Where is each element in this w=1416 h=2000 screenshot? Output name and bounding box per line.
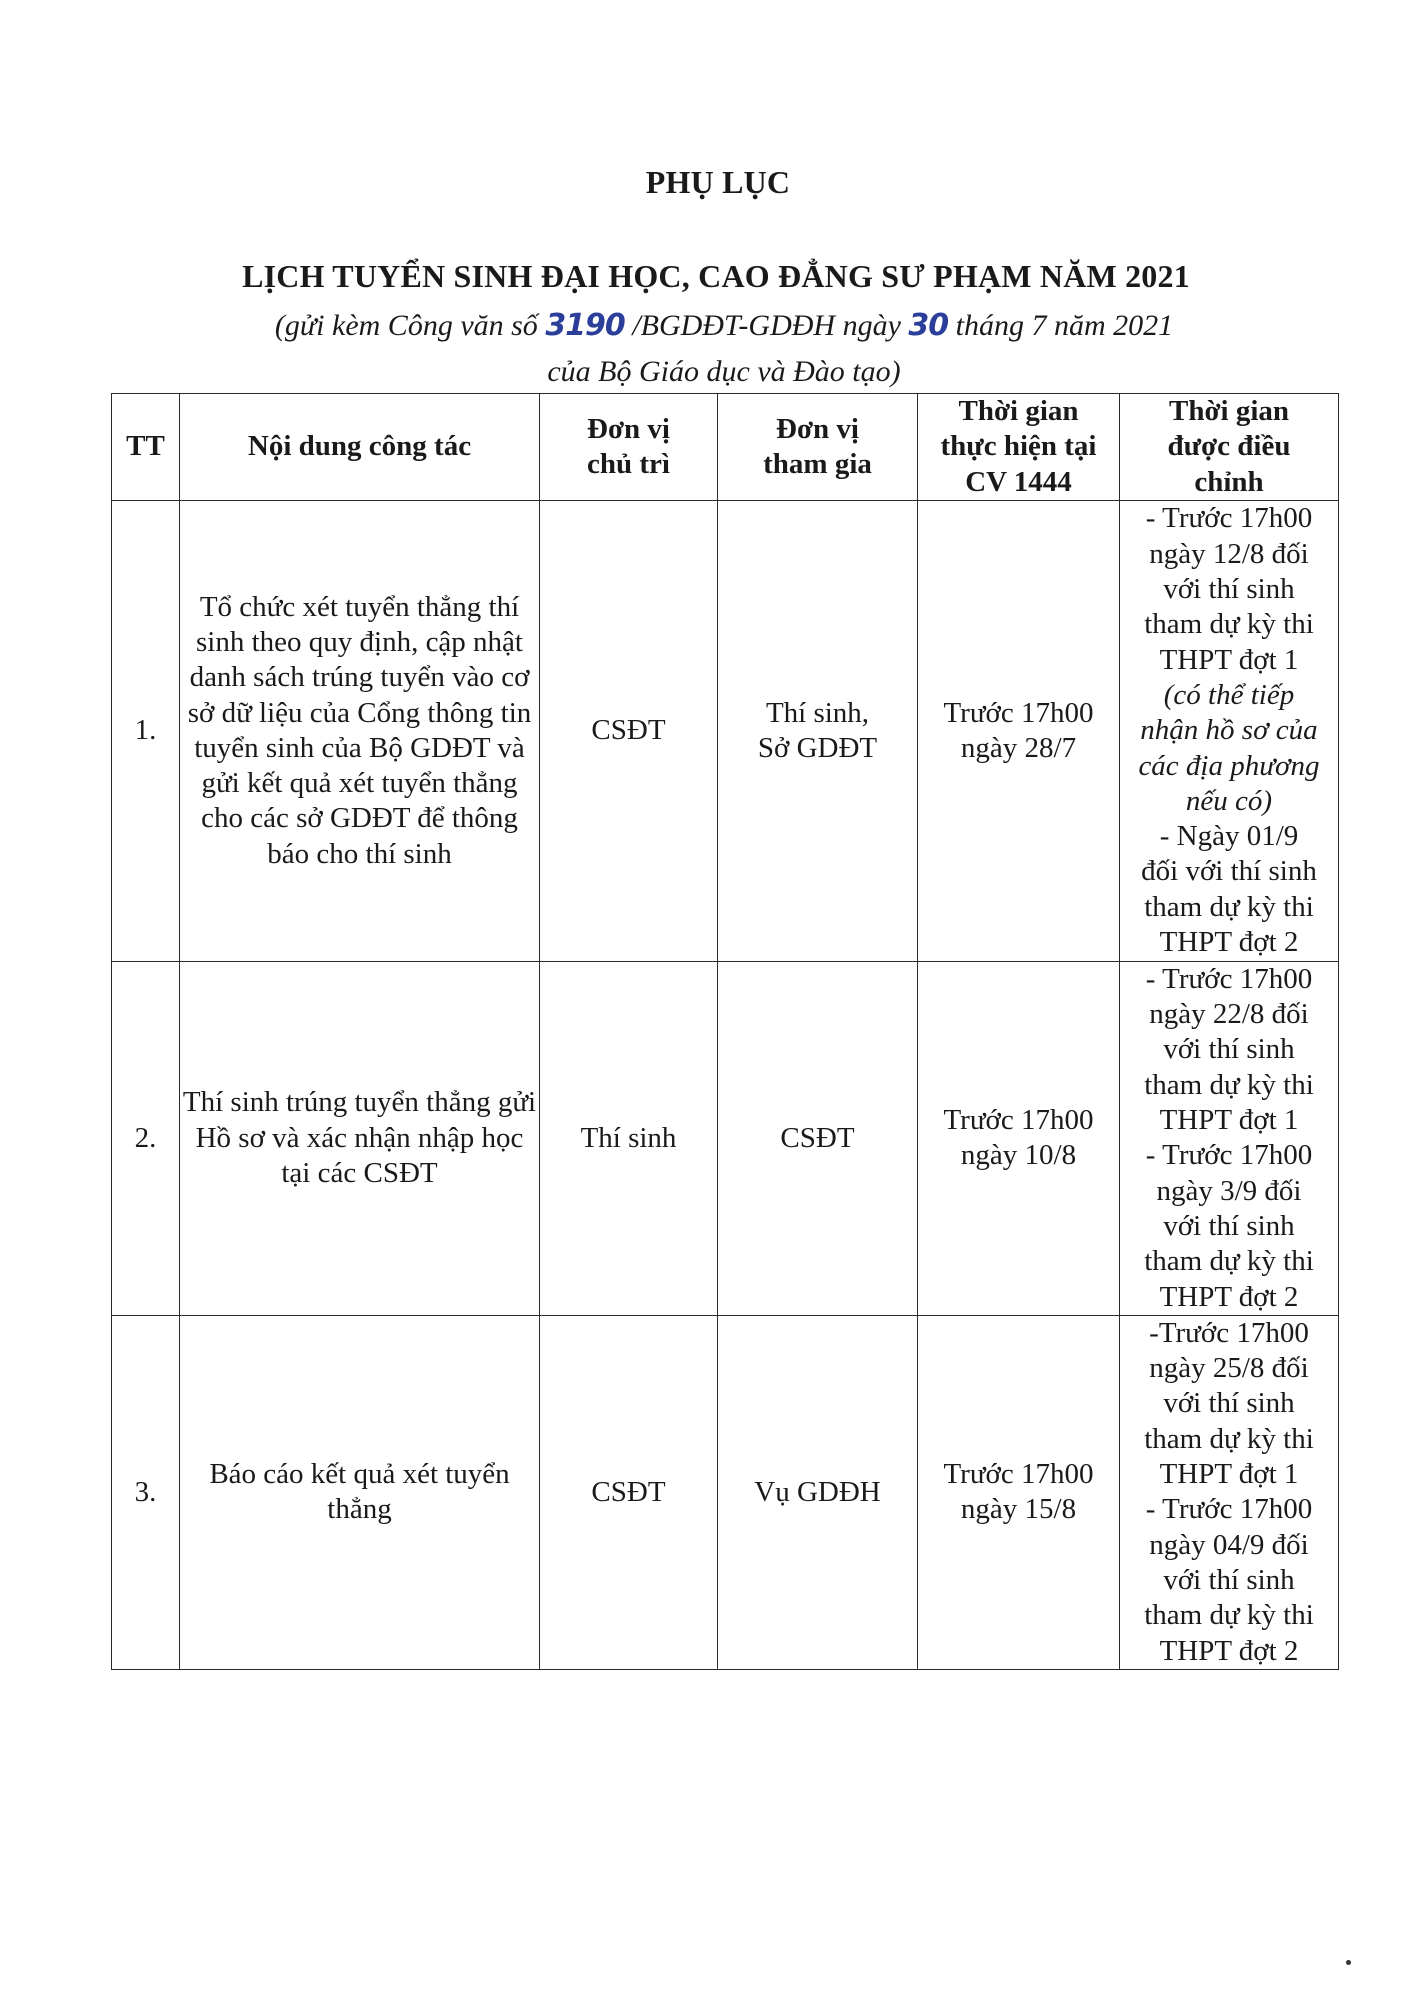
row-participant-line-1: Vụ GDĐH [754, 1475, 881, 1508]
adjusted-line: ngày 22/8 đối [1149, 998, 1309, 1031]
row-adjusted-time [1120, 1315, 1339, 1669]
row-number: 3. [112, 1315, 180, 1669]
row-cv-time-line-2: ngày 28/7 [960, 731, 1077, 764]
row-cv-time [918, 961, 1120, 1315]
table-header-row [112, 394, 1339, 501]
adjusted-line: tham dự kỳ thi [1144, 1422, 1314, 1455]
scan-speck [1346, 1960, 1351, 1965]
adjusted-line: - Ngày 01/9 [1159, 820, 1299, 853]
schedule-table [111, 393, 1339, 1670]
adjusted-line: tham dự kỳ thi [1144, 890, 1314, 923]
adjusted-line: đối với thí sinh [1141, 855, 1317, 888]
row-host: CSĐT [540, 1315, 718, 1669]
row-content: Báo cáo kết quả xét tuyển thẳng [180, 1315, 540, 1669]
handwritten-doc-number: 3190 [545, 308, 625, 343]
row-adjusted-time [1120, 961, 1339, 1315]
adjusted-line: với thí sinh [1163, 1033, 1295, 1066]
adjusted-line: với thí sinh [1163, 1387, 1295, 1420]
adjusted-line: THPT đợt 2 [1159, 926, 1299, 959]
adjusted-line: - Trước 17h00 [1145, 962, 1313, 995]
subtitle-part-1: (gửi kèm Công văn số [274, 309, 538, 342]
adjusted-line: - Trước 17h00 [1145, 502, 1313, 535]
row-participant [718, 961, 918, 1315]
adjusted-line: THPT đợt 1 [1159, 643, 1299, 676]
header-participant-unit [718, 394, 918, 501]
adjusted-line: tham dự kỳ thi [1144, 1068, 1314, 1101]
header-participant-line-2: tham gia [763, 447, 872, 480]
adjusted-line: THPT đợt 2 [1159, 1280, 1299, 1313]
adjusted-line: ngày 25/8 đối [1149, 1352, 1309, 1385]
header-cv-time-line-1: Thời gian [958, 395, 1079, 427]
row-participant [718, 500, 918, 961]
adjusted-line: với thí sinh [1163, 573, 1295, 606]
row-participant-line-1: CSĐT [780, 1121, 855, 1154]
header-cv-time-line-3: CV 1444 [965, 465, 1072, 498]
subtitle-line-1 [16, 308, 1416, 343]
handwritten-day: 30 [908, 308, 949, 343]
row-number: 2. [112, 961, 180, 1315]
row-cv-time [918, 500, 1120, 961]
adjusted-line: THPT đợt 1 [1159, 1104, 1299, 1137]
adjusted-line: tham dự kỳ thi [1144, 608, 1314, 641]
main-title: LỊCH TUYỂN SINH ĐẠI HỌC, CAO ĐẲNG SƯ PHẠM NĂM 2021 [242, 258, 1190, 294]
adjusted-line: ngày 12/8 đối [1149, 537, 1309, 570]
adjusted-line-note: nhận hồ sơ của [1140, 714, 1318, 747]
subtitle-part-2: /BGDĐT-GDĐH ngày [632, 309, 901, 342]
row-number: 1. [112, 500, 180, 961]
row-content: Thí sinh trúng tuyển thẳng gửi Hồ sơ và xác nhận nhập học tại các CSĐT [180, 961, 540, 1315]
row-cv-time-line-1: Trước 17h00 [943, 1458, 1094, 1491]
header-host-line-2: chủ trì [587, 447, 670, 480]
adjusted-line: -Trước 17h00 [1149, 1316, 1309, 1349]
row-participant-line-1: Thí sinh, [765, 696, 870, 729]
adjusted-line: THPT đợt 2 [1159, 1634, 1299, 1667]
row-adjusted-time [1120, 500, 1339, 961]
header-host-line-1: Đơn vị [587, 412, 670, 445]
header-tt: TT [112, 394, 180, 501]
adjusted-line: tham dự kỳ thi [1144, 1599, 1314, 1632]
adjusted-line: THPT đợt 1 [1159, 1458, 1299, 1491]
row-cv-time-line-1: Trước 17h00 [943, 1104, 1094, 1137]
adjusted-line: - Trước 17h00 [1145, 1139, 1313, 1172]
adjusted-line-note: (có thể tiếp [1163, 678, 1295, 711]
adjusted-line: ngày 04/9 đối [1149, 1528, 1309, 1561]
row-host: CSĐT [540, 500, 718, 961]
row-content: Tổ chức xét tuyển thẳng thí sinh theo quy định, cập nhật danh sách trúng tuyển vào cơ sở dữ liệu của Cổng thông tin tuyển sinh của Bộ GDĐT và gửi kết quả xét tuyển thẳng cho các sở GDĐT để thông báo cho thí sinh [180, 500, 540, 961]
row-cv-time [918, 1315, 1120, 1669]
row-host: Thí sinh [540, 961, 718, 1315]
header-adjusted-line-2: được điều [1167, 430, 1291, 463]
adjusted-line: ngày 3/9 đối [1156, 1174, 1302, 1207]
header-host-unit [540, 394, 718, 501]
adjusted-line: với thí sinh [1163, 1209, 1295, 1242]
header-cv-time-line-2: thực hiện tại [940, 430, 1097, 463]
header-cv-time [918, 394, 1120, 501]
adjusted-line-note: các địa phương [1138, 749, 1320, 782]
table-row [112, 961, 1339, 1315]
header-adjusted-line-3: chỉnh [1194, 465, 1264, 498]
adjusted-line: tham dự kỳ thi [1144, 1245, 1314, 1278]
header-participant-line-1: Đơn vị [776, 412, 859, 445]
header-adjusted-time [1120, 394, 1339, 501]
subtitle-line-2: của Bộ Giáo dục và Đào tạo) [547, 355, 901, 388]
header-content: Nội dung công tác [180, 394, 540, 501]
row-participant [718, 1315, 918, 1669]
row-cv-time-line-2: ngày 10/8 [960, 1139, 1077, 1172]
row-participant-line-2: Sở GDĐT [757, 731, 878, 764]
row-cv-time-line-1: Trước 17h00 [943, 696, 1094, 729]
row-cv-time-line-2: ngày 15/8 [960, 1493, 1077, 1526]
adjusted-line: với thí sinh [1163, 1563, 1295, 1596]
header-adjusted-line-1: Thời gian [1168, 395, 1290, 427]
appendix-title: PHỤ LỤC [645, 164, 791, 200]
subtitle-part-3: tháng 7 năm 2021 [955, 309, 1174, 342]
adjusted-line: - Trước 17h00 [1145, 1493, 1313, 1526]
table-row [112, 1315, 1339, 1669]
adjusted-line-note: nếu có) [1185, 784, 1273, 817]
table-row [112, 500, 1339, 961]
